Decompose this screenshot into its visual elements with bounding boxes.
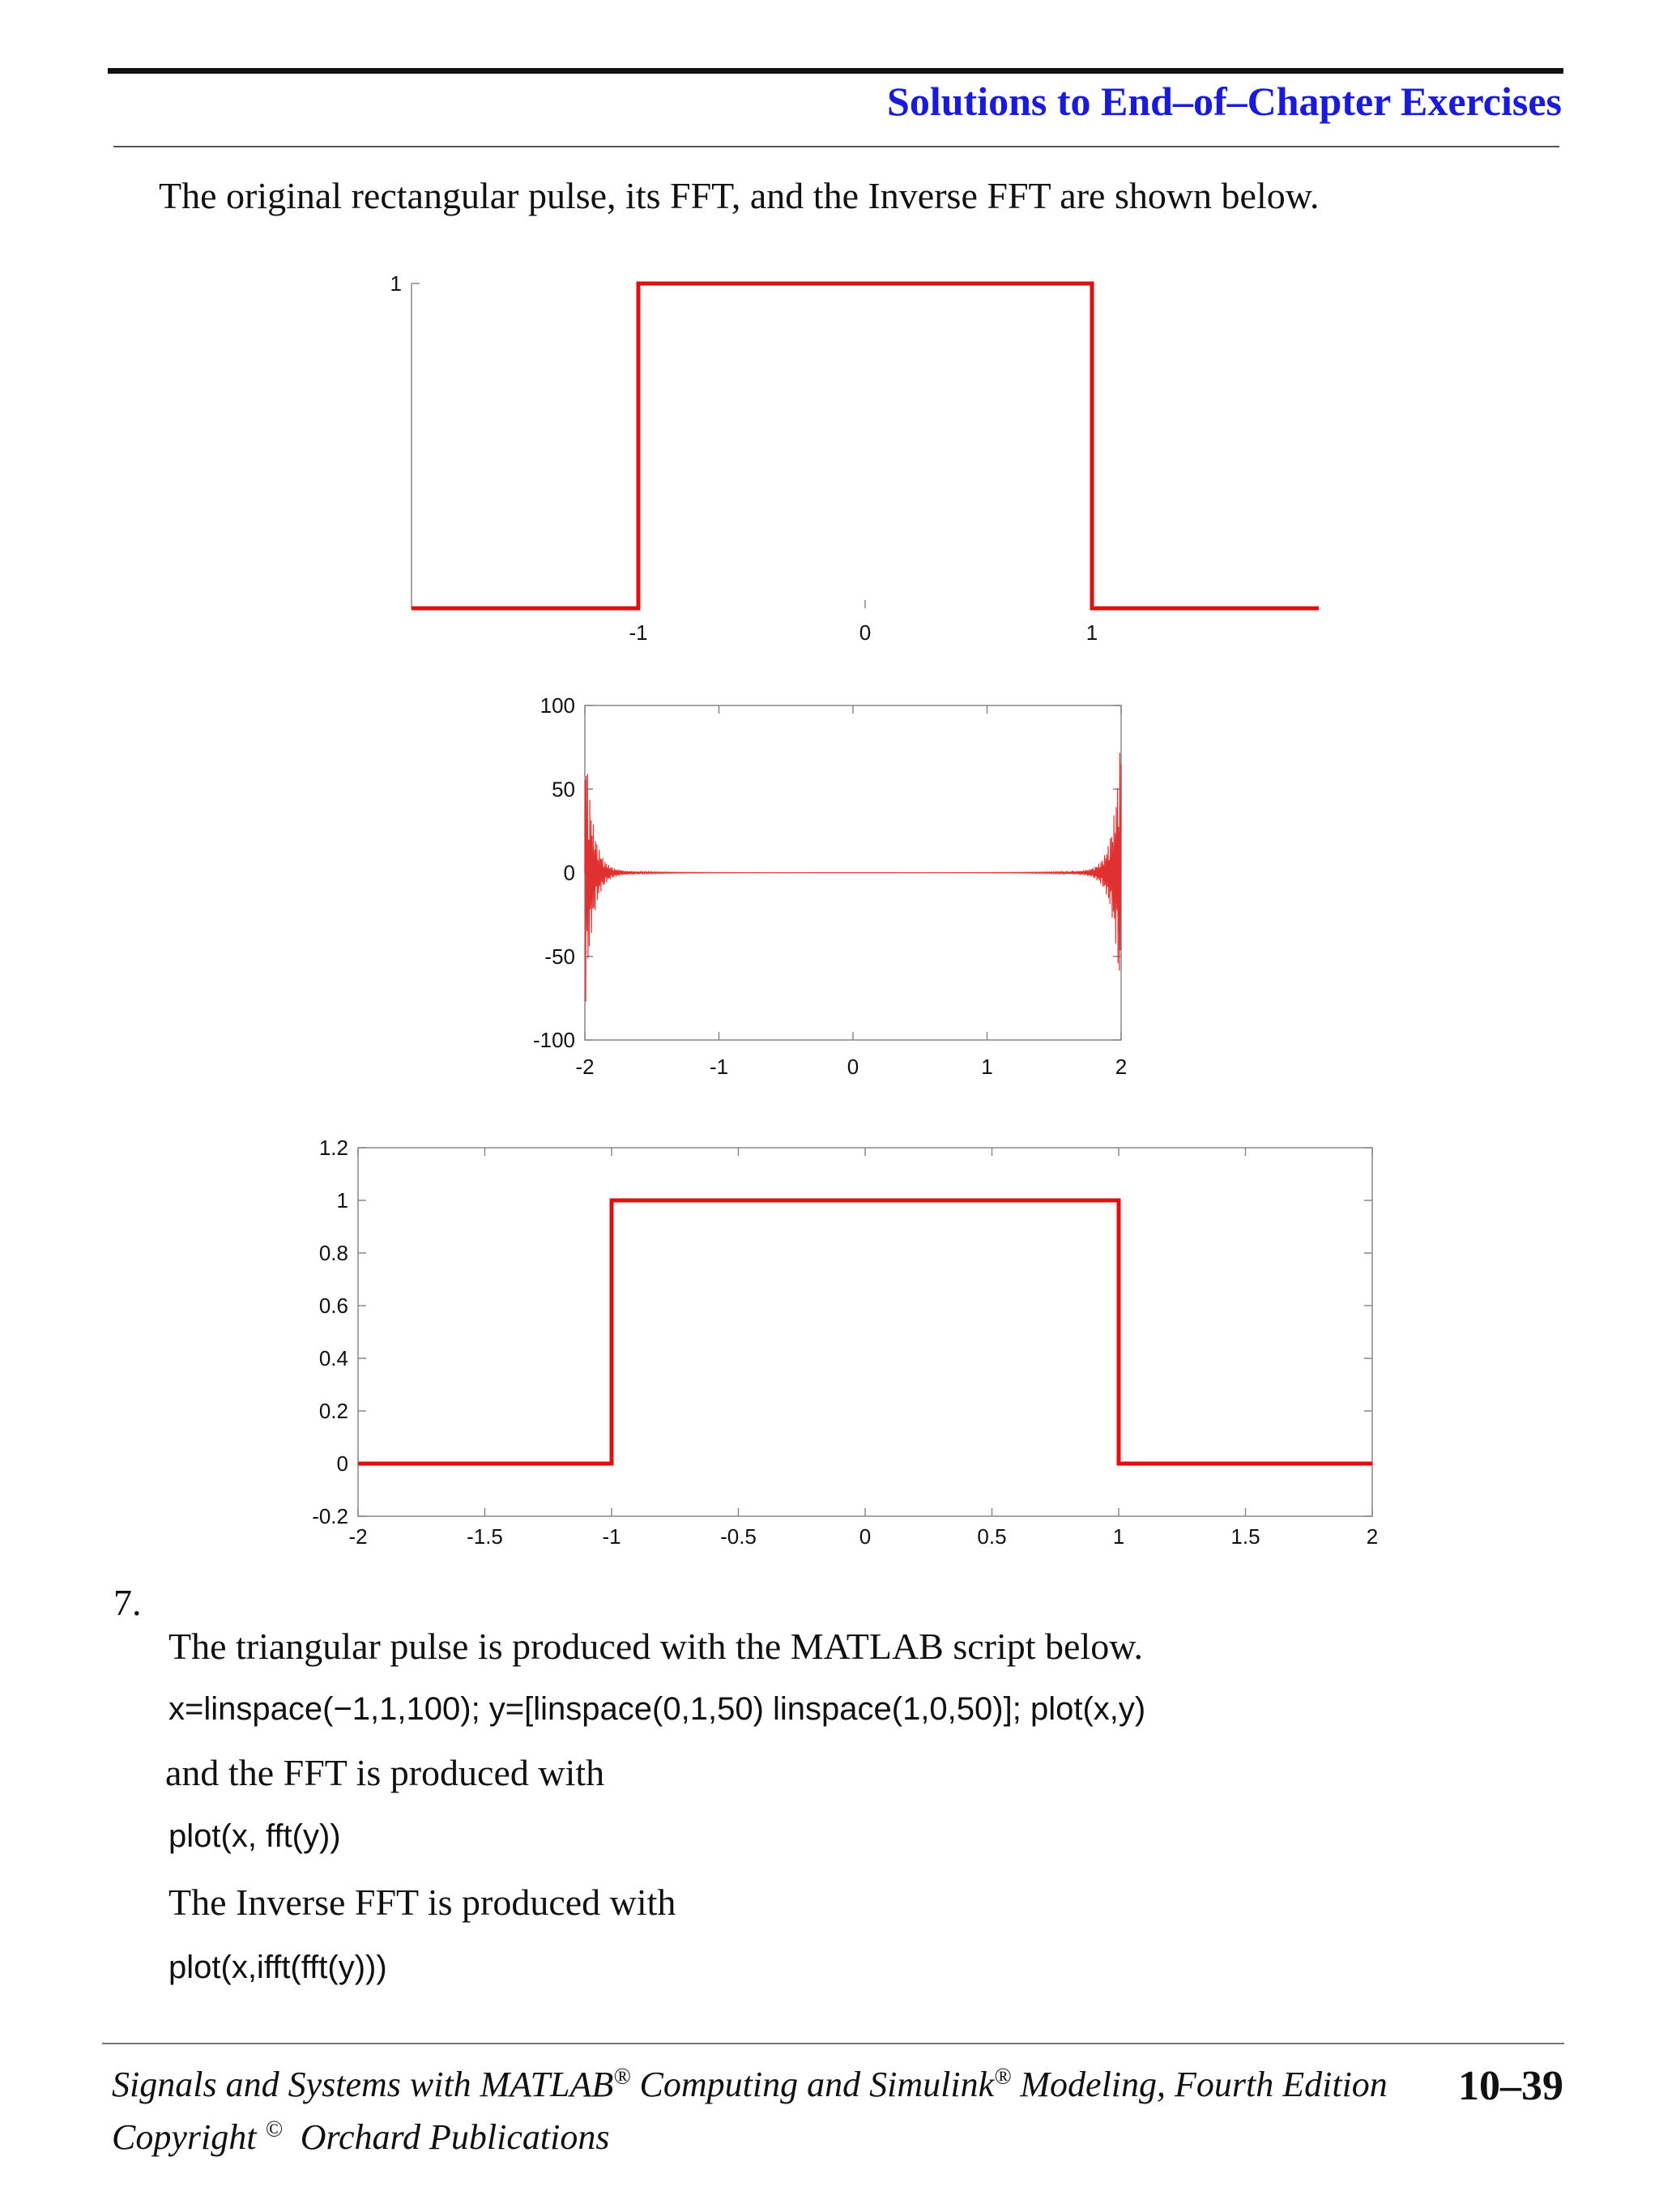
chart-3-x-tick-label: 0 [859,1524,872,1549]
chart-2-x-tick-label: 1 [981,1055,993,1079]
footer-title-part1: Signals and Systems with MATLAB [112,2065,614,2104]
page-number: 10–39 [1458,2063,1563,2109]
exercise-code1: x=linspace(−1,1,100); y=[linspace(0,1,50) linspace(1,0,50)]; plot(x,y) [168,1691,1146,1727]
chart-3-x-tick-label: 1.5 [1230,1524,1260,1549]
chart-2-x-tick-label: 0 [847,1055,859,1079]
chart-1-x-tick-label: 0 [859,620,872,645]
chart-3-y-tick-label: 0.6 [318,1294,348,1318]
footer-book-title [112,2064,1388,2105]
chart-3-y-tick-label: 1.2 [318,1136,348,1160]
registered-mark-2: ® [994,2064,1012,2090]
chart-3-series-line [358,1200,1372,1464]
exercise-number: 7. [113,1582,142,1623]
exercise-code2: plot(x, fft(y)) [168,1818,341,1854]
chart-3-x-tick-label: -0.5 [720,1524,757,1549]
publisher-name: Orchard Publications [300,2117,610,2157]
chart-3-x-tick-label: -2 [348,1524,368,1549]
chart-2-series-line [585,752,1121,1001]
chart-3-y-tick-label: 1 [336,1188,348,1213]
chart-2-y-tick-label: -100 [532,1028,575,1052]
exercise-line3: The Inverse FFT is produced with [168,1882,676,1923]
chart-3-frame [358,1148,1372,1516]
intro-text: The original rectangular pulse, its FFT, and the Inverse FFT are shown below. [159,175,1320,216]
chart-1-x-tick-label: 1 [1085,620,1098,645]
chart-3-y-tick-label: 0.2 [318,1399,348,1423]
chart-3-y-tick-label: -0.2 [312,1504,348,1528]
chart-3-x-tick-label: -1.5 [467,1524,503,1549]
registered-mark-1: ® [613,2064,631,2090]
chart-3-y-tick-label: 0.8 [318,1241,348,1265]
chart-3-y-tick-label: 0.4 [318,1346,348,1370]
footer-title-part2: Computing and Simulink [630,2065,995,2104]
chart-2-y-tick-label: 100 [539,693,575,718]
chart-2-x-tick-label: 2 [1115,1055,1128,1079]
chart-3-x-tick-label: 0.5 [977,1524,1007,1549]
chart-3-x-tick-label: 2 [1366,1524,1379,1549]
footer-title-part3: Modeling, Fourth Edition [1011,2065,1388,2104]
chart-2-x-tick-label: -2 [575,1055,595,1079]
chart-1-series-line [412,283,1319,608]
chart-3-x-tick-label: -1 [602,1524,621,1549]
chart-2-y-tick-label: -50 [544,944,575,969]
footer-rule [102,2043,1564,2044]
footer-copyright [112,2116,609,2158]
exercise-line2: and the FFT is produced with [165,1752,605,1793]
copyright-label: Copyright [112,2117,257,2157]
chart-3-x-tick-label: 1 [1112,1524,1125,1549]
chart-3-y-tick-label: 0 [336,1451,348,1476]
chart-2-x-tick-label: -1 [709,1055,729,1079]
chart-1-x-tick-label: -1 [629,620,648,645]
chart-1-y-tick-label: 1 [390,271,402,296]
exercise-code3: plot(x,ifft(fft(y))) [168,1950,387,1985]
page-title: Solutions to End–of–Chapter Exercises [887,79,1562,124]
chart-2-y-tick-label: 50 [552,777,575,802]
chart-2-y-tick-label: 0 [563,860,575,885]
copyright-symbol: © [265,2116,283,2142]
exercise-line1: The triangular pulse is produced with the MATLAB script below. [168,1626,1143,1667]
